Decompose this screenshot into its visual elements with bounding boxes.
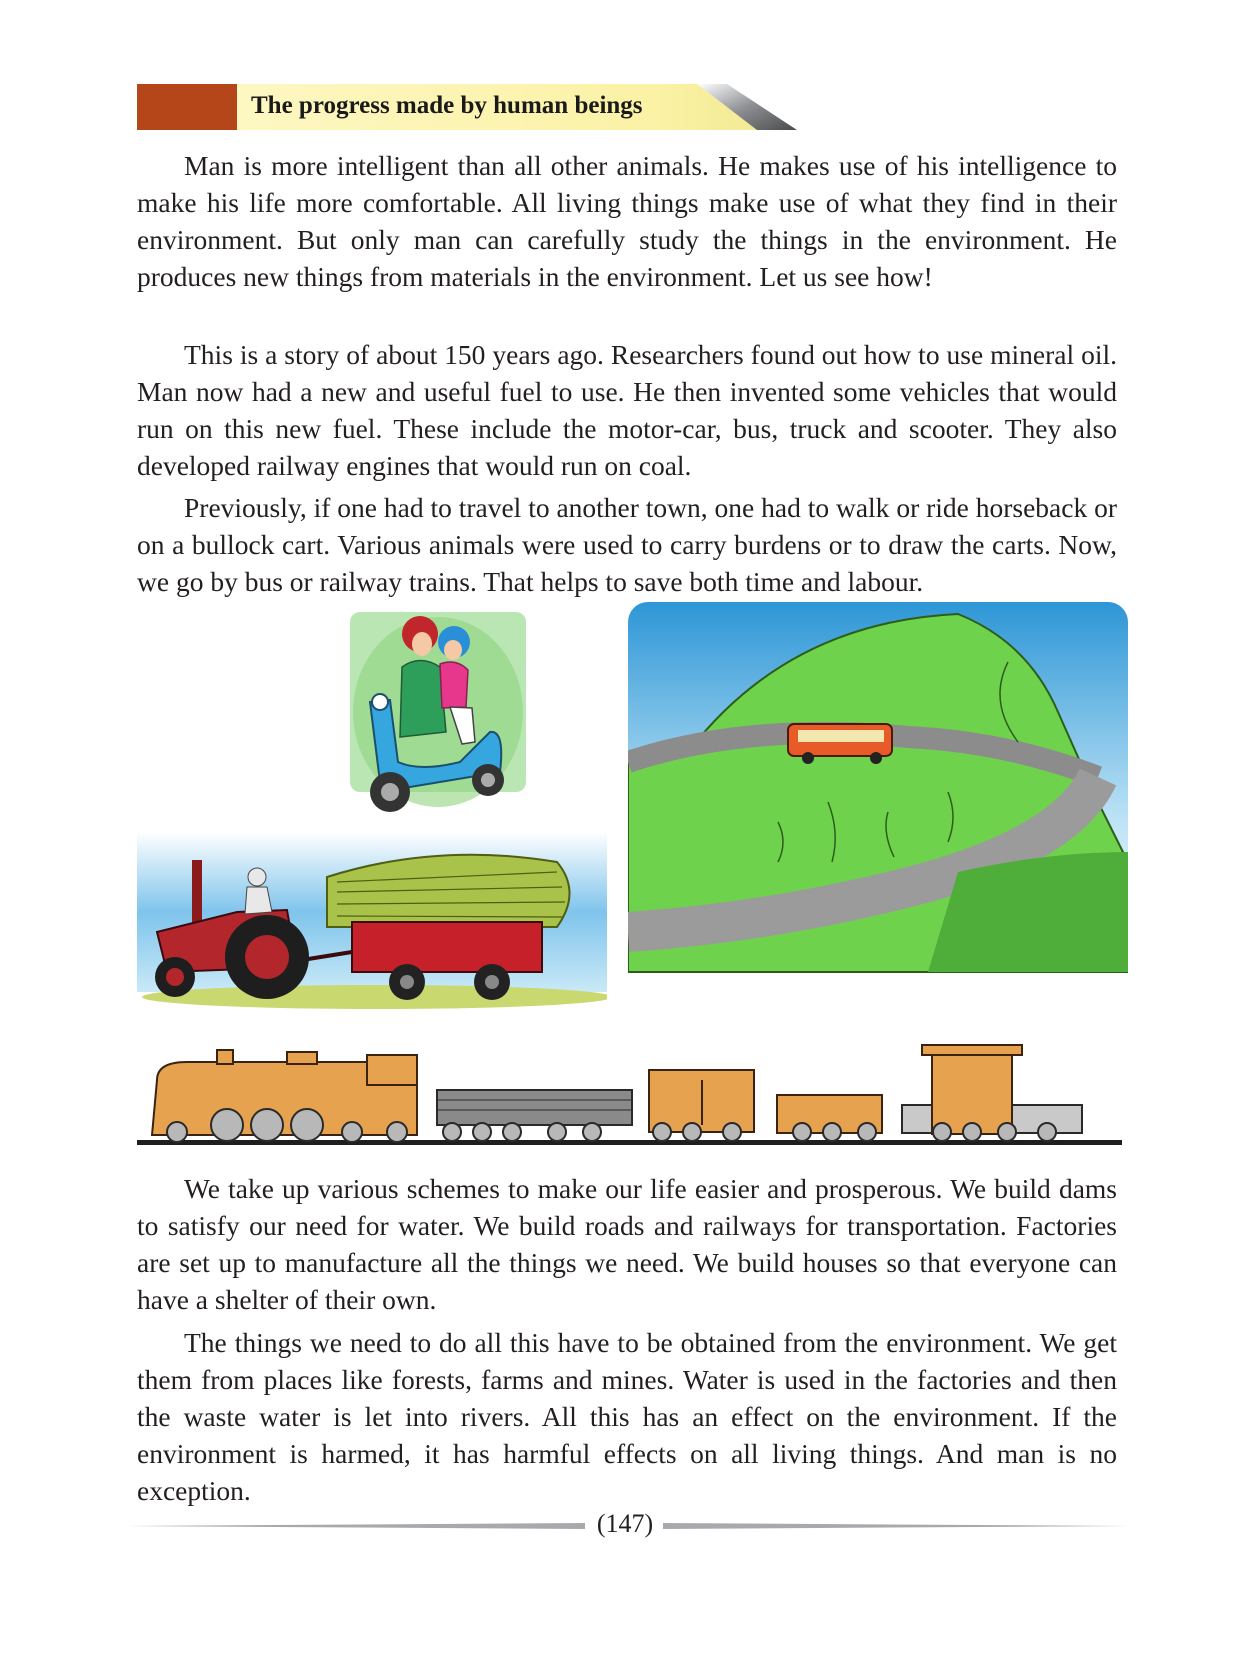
ghat-road-bus-illustration <box>628 602 1128 988</box>
header-color-block <box>137 84 237 130</box>
footer-rule-left <box>125 1523 585 1529</box>
scooter-illustration <box>350 612 526 824</box>
tractor-illustration <box>137 832 607 1010</box>
paragraph-schemes: We take up various schemes to make our life easier and prosperous. We build dams to satisfy our need for water. We build roads and railways for transportation. Factories are set up to manufacture all the things we need. We build houses so that everyone can have a shelter of their own. <box>137 1173 1117 1315</box>
paragraph-intelligence: Man is more intelligent than all other animals. He makes use of his intelligence to make his life more comfortable. All living things make use of what they find in their environment. But only man can carefully study the things in the environment. He produces new things from materials in the environment. Let us see how! <box>137 150 1117 292</box>
section-title: The progress made by human beings <box>251 92 643 119</box>
page-number: (147) <box>596 1509 654 1538</box>
section-header <box>137 84 797 130</box>
footer-rule-right <box>663 1523 1128 1529</box>
train-illustration <box>137 1040 1122 1152</box>
paragraph-travel: Previously, if one had to travel to another town, one had to walk or ride horseback or on a bullock cart. Various animals were used to carry burdens or to draw the carts. Now, we go by bus or railway trains. That helps to save both time and labour. <box>137 492 1117 597</box>
paragraph-environment: The things we need to do all this have to be obtained from the environment. We get them from places like forests, farms and mines. Water is used in the factories and then the waste water is let into rivers. All this has an effect on the environment. If the environment is harmed, it has harmful effects on all living things. And man is no exception. <box>137 1327 1117 1506</box>
paragraph-mineral-oil: This is a story of about 150 years ago. Researchers found out how to use mineral oil. Man now had a new and useful fuel to use. He then invented some vehicles that would run on this new fuel. These include the motor-car, bus, truck and scooter. They also developed railway engines that would run on coal. <box>137 339 1117 481</box>
